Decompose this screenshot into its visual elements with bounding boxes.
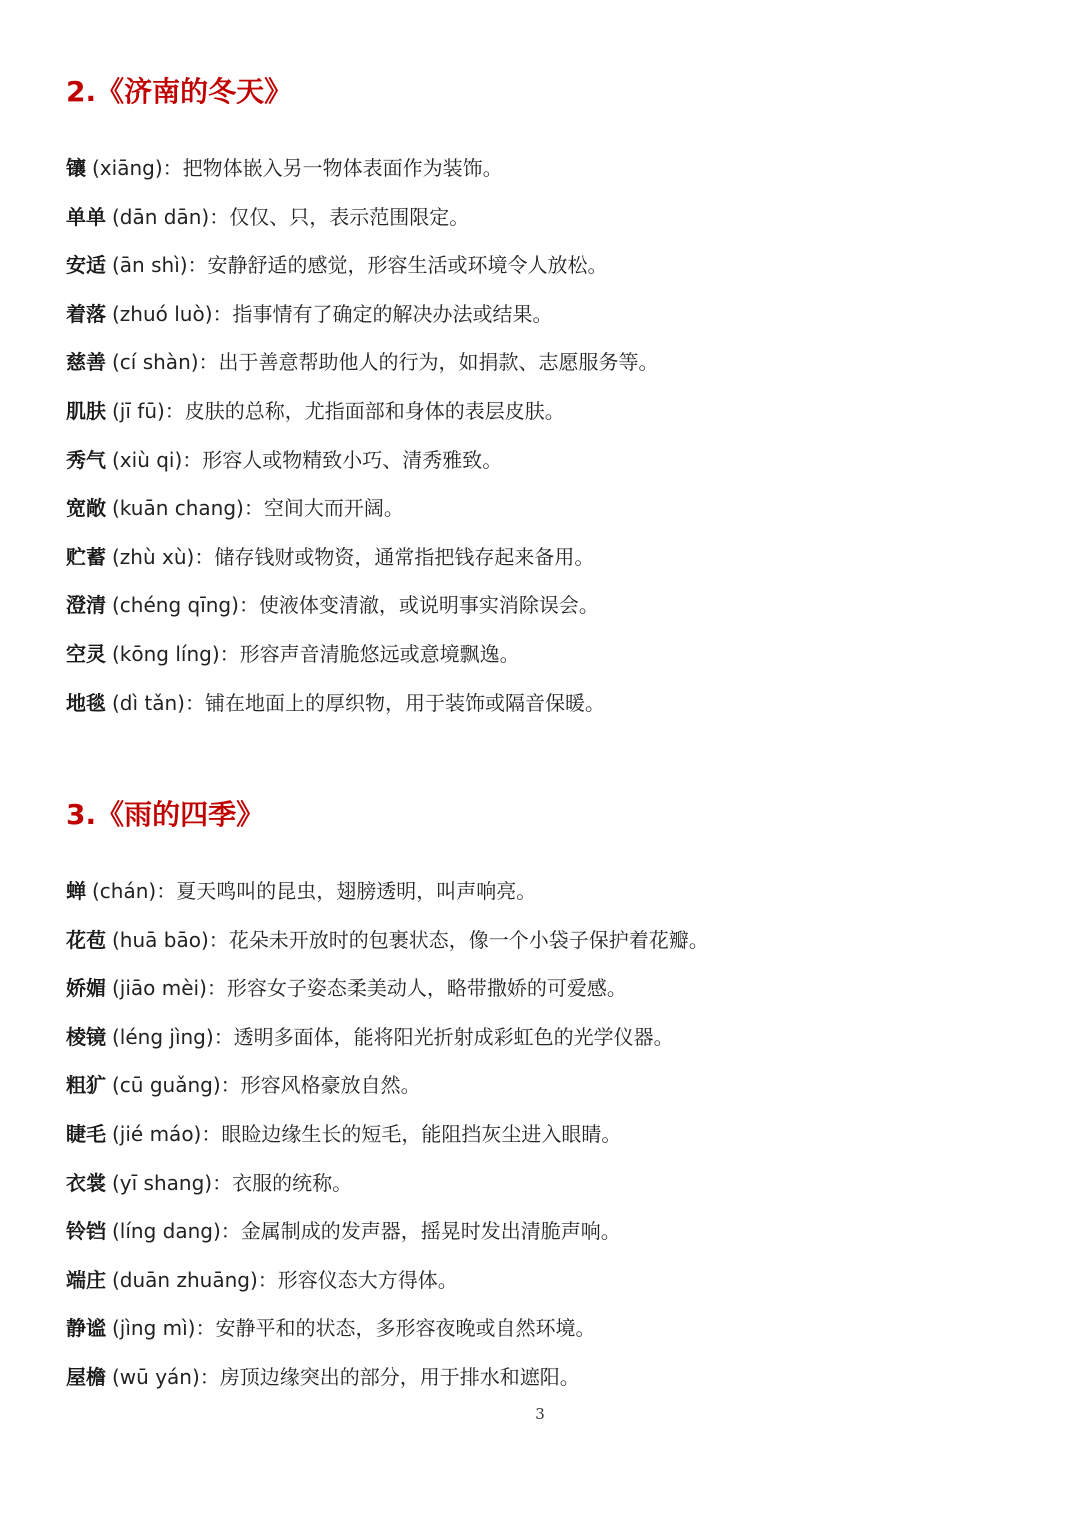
- entry-term: 澄清: [66, 593, 106, 618]
- entry-definition: ：形容仪态大方得体。: [257, 1267, 458, 1292]
- section-four-seasons-of-rain: [66, 793, 1026, 1389]
- entry-term: 着落: [66, 301, 106, 326]
- entry-term: 空灵: [66, 641, 106, 666]
- entry-term: 安适: [66, 253, 106, 278]
- entry-pinyin: (ān shì): [112, 253, 188, 278]
- entry-pinyin: (duān zhuāng): [112, 1267, 258, 1292]
- entry-term: 衣裳: [66, 1170, 106, 1195]
- vocabulary-entry: [66, 916, 709, 965]
- entry-definition: ：金属制成的发声器，摇晃时发出清脆声响。: [220, 1219, 621, 1244]
- vocabulary-entry: [66, 338, 659, 387]
- entry-definition: ：形容人或物精致小巧、清秀雅致。: [182, 447, 503, 472]
- entry-definition: ：房顶边缘突出的部分，用于排水和遮阳。: [199, 1364, 580, 1389]
- vocabulary-entry: [66, 1256, 709, 1305]
- entry-term: 单单: [66, 204, 106, 229]
- entry-definition: ：皮肤的总称，尤指面部和身体的表层皮肤。: [164, 398, 565, 423]
- vocabulary-entry: [66, 533, 659, 582]
- vocabulary-list: [66, 867, 709, 1402]
- vocabulary-entry: [66, 581, 659, 630]
- entry-pinyin: (kuān chang): [112, 496, 244, 521]
- entry-definition: ：指事情有了确定的解决办法或结果。: [212, 301, 553, 326]
- entry-definition: ：安静舒适的感觉，形容生活或环境令人放松。: [187, 253, 608, 278]
- entry-pinyin: (huā bāo): [112, 927, 209, 952]
- entry-pinyin: (líng dang): [112, 1219, 221, 1244]
- entry-definition: ：形容声音清脆悠远或意境飘逸。: [219, 641, 520, 666]
- entry-term: 铃铛: [66, 1219, 106, 1244]
- entry-pinyin: (chéng qīng): [112, 593, 239, 618]
- entry-definition: ：储存钱财或物资，通常指把钱存起来备用。: [194, 544, 595, 569]
- vocabulary-entry: [66, 241, 659, 290]
- vocabulary-entry: [66, 1304, 709, 1353]
- vocabulary-entry: [66, 1353, 709, 1402]
- vocabulary-entry: [66, 1013, 709, 1062]
- entry-term: 地毯: [66, 690, 106, 715]
- entry-definition: ：花朵未开放时的包裹状态，像一个小袋子保护着花瓣。: [208, 927, 709, 952]
- vocabulary-entry: [66, 193, 659, 242]
- entry-definition: ：出于善意帮助他人的行为，如捐款、志愿服务等。: [198, 350, 659, 375]
- entry-pinyin: (xiù qi): [112, 447, 183, 472]
- entry-pinyin: (kōng líng): [112, 641, 220, 666]
- entry-definition: ：形容风格豪放自然。: [220, 1073, 421, 1098]
- entry-pinyin: (wū yán): [112, 1364, 200, 1389]
- entry-term: 慈善: [66, 350, 106, 375]
- vocabulary-entry: [66, 436, 659, 485]
- entry-pinyin: (cū guǎng): [112, 1073, 221, 1098]
- entry-pinyin: (cí shàn): [112, 350, 199, 375]
- entry-term: 睫毛: [66, 1121, 106, 1146]
- entry-pinyin: (jìng mì): [112, 1316, 196, 1341]
- entry-pinyin: (dì tǎn): [112, 690, 185, 715]
- entry-definition: ：眼睑边缘生长的短毛，能阻挡灰尘进入眼睛。: [201, 1121, 622, 1146]
- entry-term: 肌肤: [66, 398, 106, 423]
- entry-term: 娇媚: [66, 976, 106, 1001]
- vocabulary-entry: [66, 1159, 709, 1208]
- entry-term: 宽敞: [66, 496, 106, 521]
- entry-definition: ：夏天鸣叫的昆虫，翅膀透明，叫声响亮。: [156, 879, 537, 903]
- vocabulary-entry: [66, 867, 709, 916]
- vocabulary-entry: [66, 1207, 709, 1256]
- entry-definition: ：安静平和的状态，多形容夜晚或自然环境。: [195, 1316, 596, 1341]
- entry-definition: ：空间大而开阔。: [243, 496, 404, 521]
- entry-term: 棱镜: [66, 1024, 106, 1049]
- entry-definition: ：仅仅、只，表示范围限定。: [209, 204, 470, 229]
- entry-definition: ：形容女子姿态柔美动人，略带撒娇的可爱感。: [206, 976, 627, 1001]
- entry-pinyin: (chán): [92, 879, 157, 903]
- entry-pinyin: (zhuó luò): [112, 301, 213, 326]
- entry-pinyin: (dān dān): [112, 204, 210, 229]
- entry-definition: ：铺在地面上的厚织物，用于装饰或隔音保暖。: [185, 690, 605, 715]
- entry-definition: ：使液体变清澈，或说明事实消除误会。: [238, 593, 599, 618]
- entry-definition: ：透明多面体，能将阳光折射成彩虹色的光学仪器。: [213, 1024, 674, 1049]
- vocabulary-entry: [66, 144, 659, 193]
- vocabulary-entry: [66, 679, 659, 728]
- section-jinan-winter: [66, 70, 1026, 715]
- vocabulary-entry: [66, 290, 659, 339]
- entry-pinyin: (jiāo mèi): [112, 976, 207, 1001]
- entry-definition: ：衣服的统称。: [212, 1170, 353, 1195]
- entry-pinyin: (zhù xù): [112, 544, 195, 569]
- entry-term: 静谧: [66, 1316, 106, 1341]
- entry-term: 端庄: [66, 1267, 106, 1292]
- entry-term: 蝉: [66, 879, 86, 903]
- vocabulary-entry: [66, 630, 659, 679]
- entry-definition: ：把物体嵌入另一物体表面作为装饰。: [162, 156, 503, 180]
- entry-pinyin: (xiāng): [92, 156, 163, 180]
- entry-pinyin: (léng jìng): [112, 1024, 214, 1049]
- section-title: 3.《雨的四季》: [66, 798, 265, 831]
- vocabulary-entry: [66, 387, 659, 436]
- entry-term: 秀气: [66, 447, 106, 472]
- vocabulary-entry: [66, 1061, 709, 1110]
- entry-term: 屋檐: [66, 1364, 106, 1389]
- entry-pinyin: (yī shang): [112, 1170, 213, 1195]
- vocabulary-entry: [66, 1110, 709, 1159]
- vocabulary-entry: [66, 964, 709, 1013]
- page-number: 3: [535, 1405, 545, 1423]
- entry-pinyin: (jié máo): [112, 1121, 202, 1146]
- entry-term: 镶: [66, 156, 86, 180]
- entry-pinyin: (jī fū): [112, 398, 165, 423]
- section-title: 2.《济南的冬天》: [66, 75, 293, 108]
- vocabulary-list: [66, 144, 659, 727]
- vocabulary-entry: [66, 484, 659, 533]
- entry-term: 花苞: [66, 927, 106, 952]
- entry-term: 粗犷: [66, 1073, 106, 1098]
- entry-term: 贮蓄: [66, 544, 106, 569]
